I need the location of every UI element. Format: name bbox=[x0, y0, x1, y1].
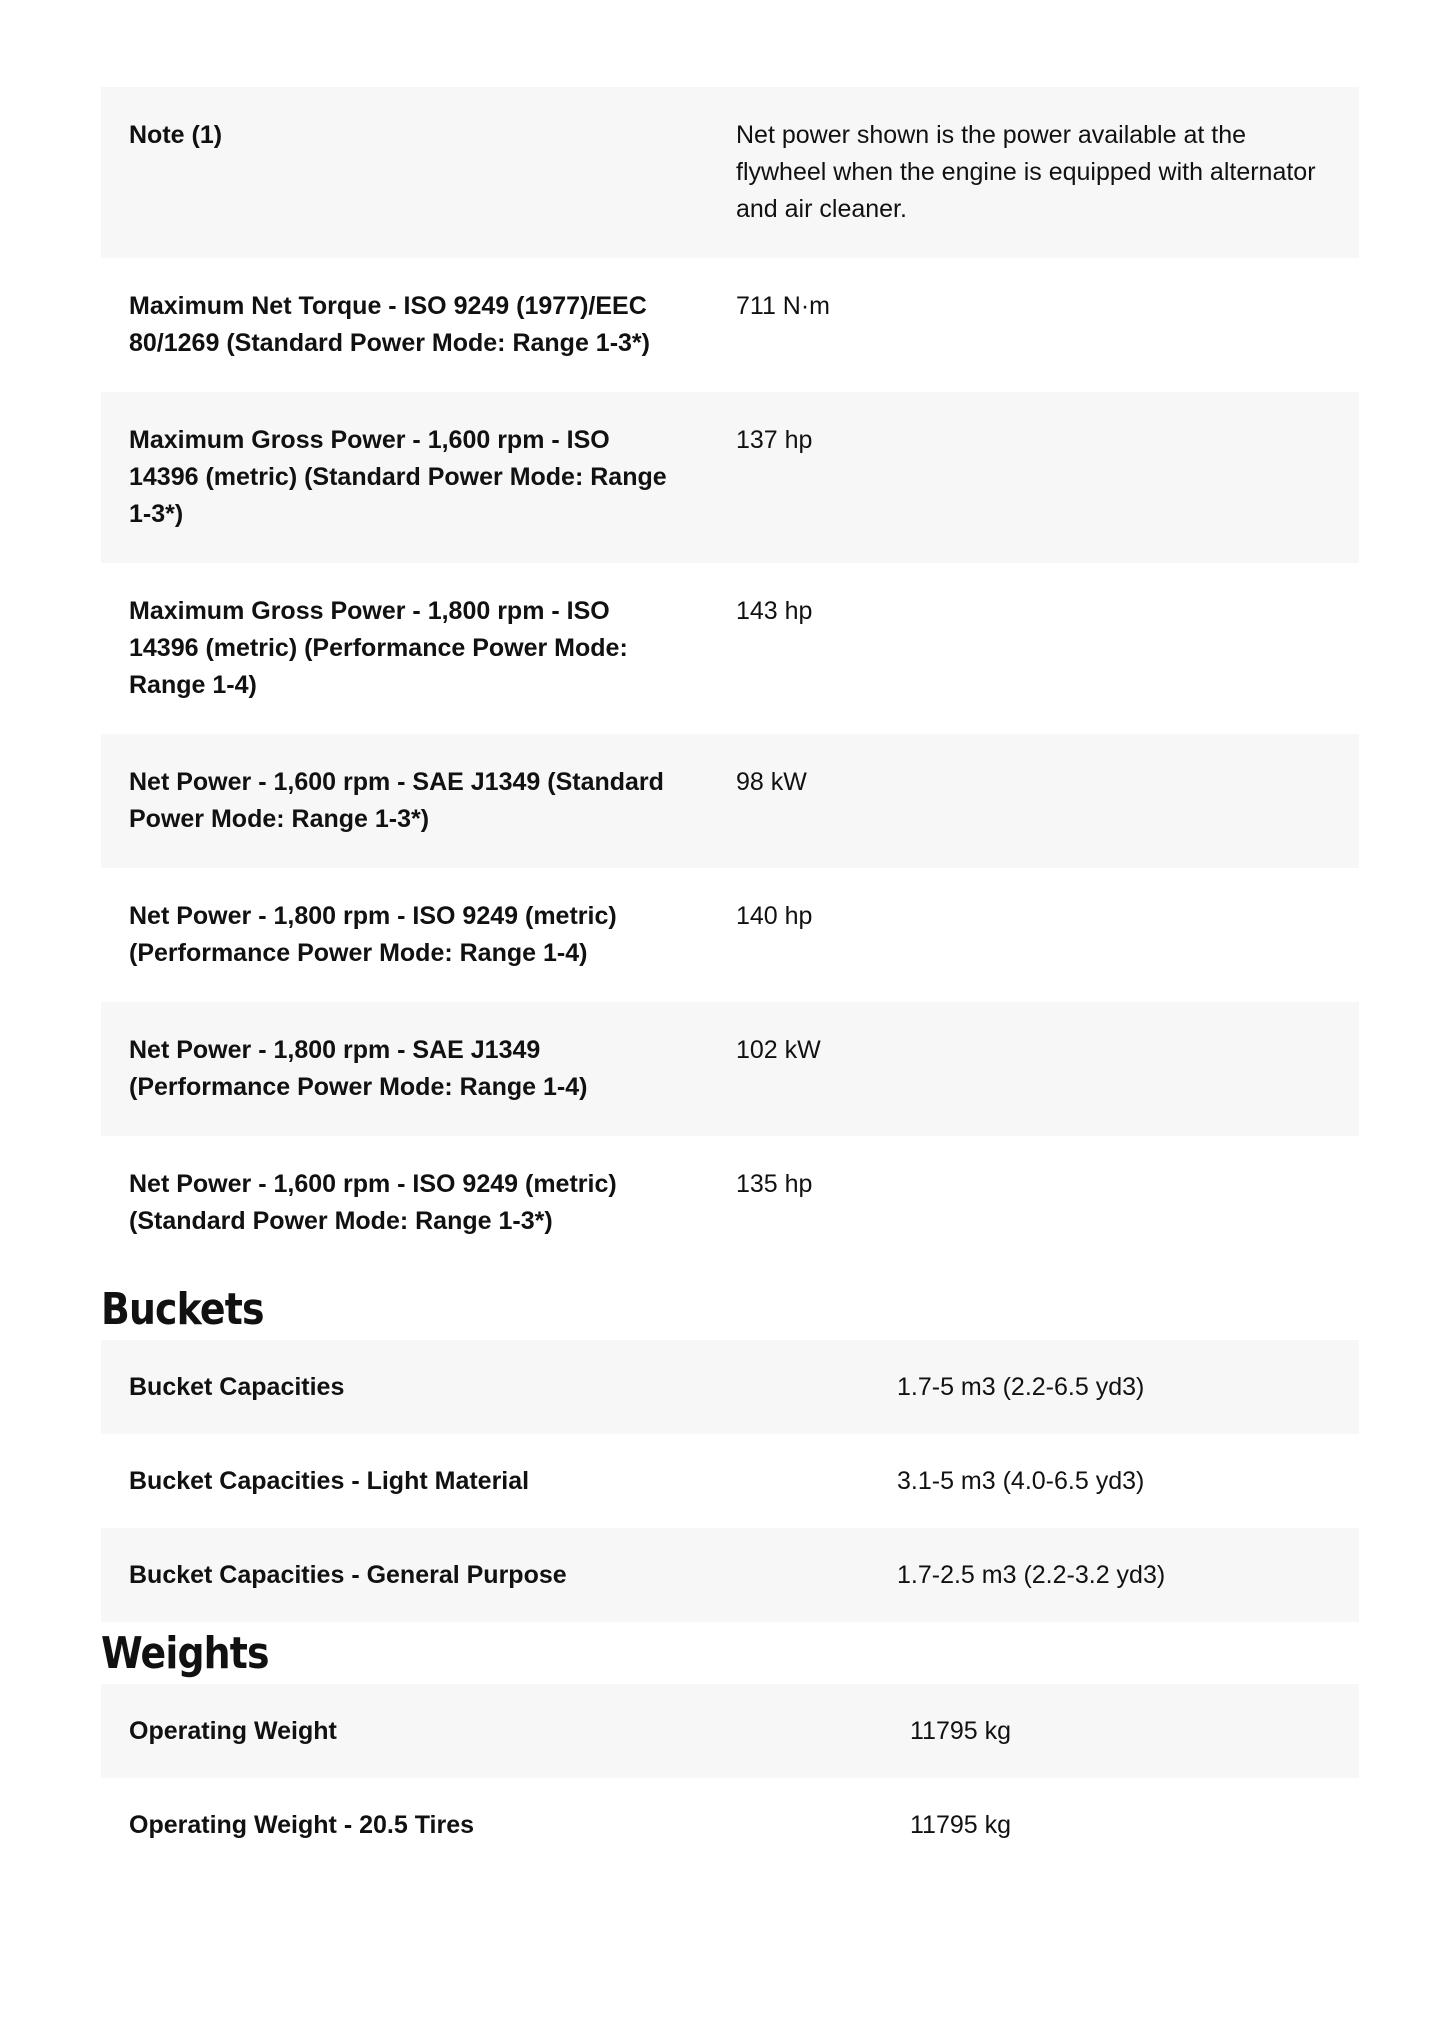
spec-value: 3.1-5 m3 (4.0-6.5 yd3) bbox=[869, 1434, 1359, 1528]
spec-label: Maximum Net Torque - ISO 9249 (1977)/EEC 80/1269 (Standard Power Mode: Range 1-3*) bbox=[101, 258, 708, 392]
table-row bbox=[101, 258, 1359, 392]
spec-value: 711 N·m bbox=[708, 258, 1359, 392]
spec-value: Net power shown is the power available at the flywheel when the engine is equipped with alternator and air cleaner. bbox=[708, 87, 1359, 258]
table-row bbox=[101, 87, 1359, 258]
table-row bbox=[101, 868, 1359, 1002]
spec-label: Operating Weight - 20.5 Tires bbox=[101, 1778, 882, 1872]
weights-section-title: Weights bbox=[101, 1628, 269, 1679]
table-row bbox=[101, 563, 1359, 734]
spec-label: Net Power - 1,800 rpm - SAE J1349 (Performance Power Mode: Range 1-4) bbox=[101, 1002, 708, 1136]
spec-label: Operating Weight bbox=[101, 1684, 882, 1778]
table-row bbox=[101, 1778, 1359, 1872]
spec-label: Net Power - 1,600 rpm - ISO 9249 (metric) (Standard Power Mode: Range 1-3*) bbox=[101, 1136, 708, 1270]
table-row bbox=[101, 392, 1359, 563]
buckets-section-title: Buckets bbox=[101, 1284, 264, 1335]
spec-value: 137 hp bbox=[708, 392, 1359, 563]
spec-value: 11795 kg bbox=[882, 1684, 1359, 1778]
spec-page bbox=[101, 87, 1359, 1872]
spec-value: 1.7-2.5 m3 (2.2-3.2 yd3) bbox=[869, 1528, 1359, 1622]
spec-value: 98 kW bbox=[708, 734, 1359, 868]
spec-value: 135 hp bbox=[708, 1136, 1359, 1270]
weights-spec-table bbox=[101, 1684, 1359, 1872]
table-row bbox=[101, 734, 1359, 868]
table-row bbox=[101, 1002, 1359, 1136]
table-row bbox=[101, 1528, 1359, 1622]
table-row bbox=[101, 1434, 1359, 1528]
table-row bbox=[101, 1340, 1359, 1434]
spec-label: Maximum Gross Power - 1,800 rpm - ISO 14396 (metric) (Performance Power Mode: Range 1-4) bbox=[101, 563, 708, 734]
spec-value: 1.7-5 m3 (2.2-6.5 yd3) bbox=[869, 1340, 1359, 1434]
engine-spec-table bbox=[101, 87, 1359, 1270]
spec-value: 143 hp bbox=[708, 563, 1359, 734]
spec-label: Net Power - 1,800 rpm - ISO 9249 (metric) (Performance Power Mode: Range 1-4) bbox=[101, 868, 708, 1002]
spec-label: Maximum Gross Power - 1,600 rpm - ISO 14396 (metric) (Standard Power Mode: Range 1-3*) bbox=[101, 392, 708, 563]
spec-value: 102 kW bbox=[708, 1002, 1359, 1136]
spec-label: Bucket Capacities - General Purpose bbox=[101, 1528, 869, 1622]
buckets-spec-table bbox=[101, 1340, 1359, 1622]
spec-label: Bucket Capacities - Light Material bbox=[101, 1434, 869, 1528]
spec-label: Note (1) bbox=[101, 87, 708, 258]
spec-label: Bucket Capacities bbox=[101, 1340, 869, 1434]
table-row bbox=[101, 1684, 1359, 1778]
table-row bbox=[101, 1136, 1359, 1270]
spec-value: 11795 kg bbox=[882, 1778, 1359, 1872]
spec-value: 140 hp bbox=[708, 868, 1359, 1002]
spec-label: Net Power - 1,600 rpm - SAE J1349 (Standard Power Mode: Range 1-3*) bbox=[101, 734, 708, 868]
